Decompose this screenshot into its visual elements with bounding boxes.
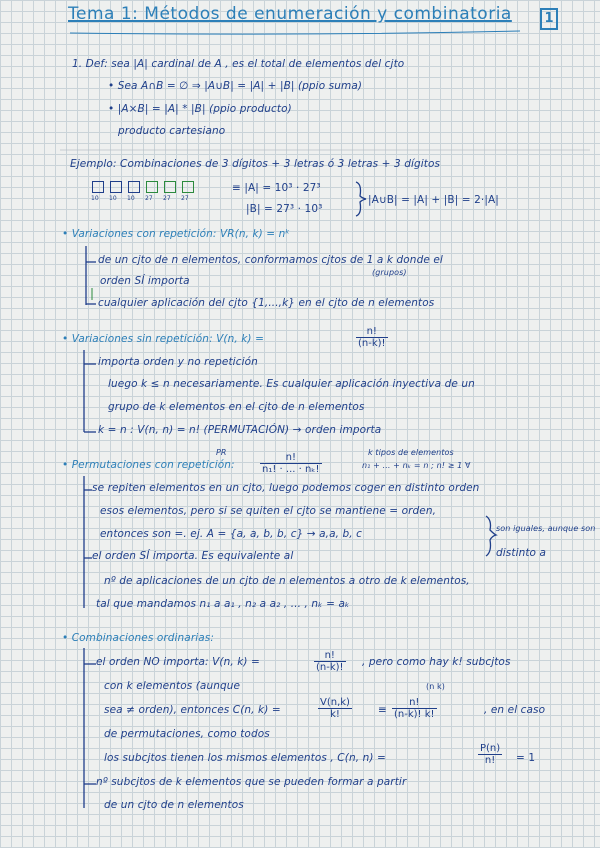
c-line-3: sea ≠ orden), entonces C(n, k) = (104, 704, 281, 716)
cartesian-product-note: producto cartesiano (118, 125, 226, 137)
pr-line-4: el orden SÍ importa. Es equivalente al (92, 550, 294, 562)
pr-line-6: tal que mandamos n₁ a a₁ , n₂ a a₂ , ... , nₖ = aₖ (96, 598, 350, 610)
page-number: 1 (540, 8, 558, 30)
pr-note-4: distinto a (496, 547, 547, 559)
sum-principle-line: • Sea A∩B = ∅ ⇒ |A∪B| = |A| + |B| (ppio suma) (108, 80, 363, 92)
v-fraction: $\frac{n!}{(n-k)!}$ (358, 326, 386, 349)
set-a-formula: ≡ |A| = 10³ · 27³ (232, 182, 321, 194)
c-line-4: de permutaciones, como todos (104, 728, 270, 740)
v-line-4: k = n : V(n, n) = n! (PERMUTACIÓN) → orden importa (98, 424, 382, 436)
pr-line-5: nº de aplicaciones de un cjto de n elementos a otro de k elementos, (104, 575, 470, 587)
vr-line-3: cualquier aplicación del cjto {1,...,k} en el cjto de n elementos (98, 297, 435, 309)
pr-line-2: esos elementos, pero si se quiten el cjto se mantiene = orden, (100, 505, 437, 517)
pr-note-1: k tipos de elementos (368, 448, 454, 457)
pr-note-2: n₁ + ... + nₖ = n ; n! ≥ 1 ∀ (362, 461, 471, 470)
vr-heading: • Variaciones con repetición: VR(n, k) = nᵏ (62, 228, 290, 240)
pr-note-3: son iguales, aunque son (496, 524, 596, 533)
pr-heading: • Permutaciones con repetición: (62, 459, 235, 471)
v-heading: • Variaciones sin repetición: V(n, k) = (62, 333, 264, 345)
vr-line-1: de un cjto de n elementos, conformamos cjtos de 1 a k donde el (98, 254, 443, 266)
set-b-formula: |B| = 27³ · 10³ (246, 203, 323, 215)
c-line-3b: , en el caso (484, 704, 546, 716)
page-title: Tema 1: Métodos de enumeración y combinatoria (68, 4, 512, 24)
c-line-6: nº subcjtos de k elementos que se pueden formar a partir (96, 776, 407, 788)
v-line-3: grupo de k elementos en el cjto de n elementos (108, 401, 365, 413)
box-letter-3: 27 (182, 181, 194, 193)
c-line-5: los subcjtos tienen los mismos elementos , C(n, n) = (104, 752, 386, 764)
pr-line-3: entonces son =. ej. A = {a, a, b, b, c} → a,a, b, c (100, 528, 363, 540)
pr-fraction: $\frac{n!}{\text{n₁! · ... · nₖ!}}$ (262, 452, 320, 475)
v-line-2: luego k ≤ n necesariamente. Es cualquier aplicación inyectiva de un (108, 378, 475, 390)
c-fraction-2: $\frac{n!}{(n-k)! k!}$ (394, 697, 435, 720)
cnn-fraction: $\frac{P(n)}{n!}$ (480, 743, 501, 766)
box-digit-3: 10 (128, 181, 140, 193)
box-letter-2: 27 (164, 181, 176, 193)
pr-symbol: PR (216, 448, 227, 457)
cnn-value: = 1 (516, 752, 536, 764)
c-heading: • Combinaciones ordinarias: (62, 632, 215, 644)
box-digit-2: 10 (110, 181, 122, 193)
c-line-2: con k elementos (aunque (104, 680, 241, 692)
product-principle-line: • |A×B| = |A| * |B| (ppio producto) (108, 103, 292, 115)
v-line-1: importa orden y no repetición (98, 356, 258, 368)
c-equiv: ≡ (378, 704, 387, 716)
box-digit-1: 10 (92, 181, 104, 193)
c-v-fraction: $\frac{n!}{(n-k)!}$ (316, 650, 344, 673)
example-line: Ejemplo: Combinaciones de 3 dígitos + 3 letras ó 3 letras + 3 dígitos (70, 158, 441, 170)
pr-line-1: se repiten elementos en un cjto, luego podemos coger en distinto orden (92, 482, 480, 494)
union-formula: |A∪B| = |A| + |B| = 2·|A| (368, 194, 499, 206)
digit-letter-boxes (91, 181, 194, 202)
vr-line-2: orden SÍ importa (100, 275, 190, 287)
c-line-1b: , pero como hay k! subcjtos (362, 656, 511, 668)
c-line-7: de un cjto de n elementos (104, 799, 244, 811)
c-fraction-1: $\frac{V(n,k)}{k!}$ (320, 697, 350, 720)
box-letter-1: 27 (146, 181, 158, 193)
c-line-1: el orden NO importa: V(n, k) = (96, 656, 260, 668)
vr-groups-note: (grupos) (372, 268, 407, 277)
definition-line: 1. Def: sea |A| cardinal de A , es el total de elementos del cjto (72, 58, 405, 70)
binomial-symbol: (n k) (426, 682, 445, 691)
